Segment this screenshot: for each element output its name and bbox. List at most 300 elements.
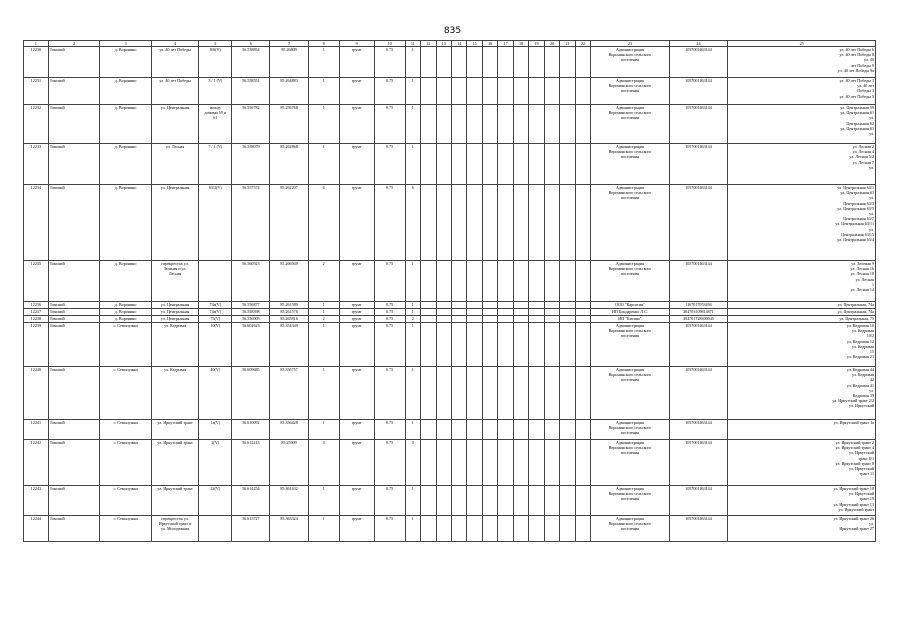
ogrn-cell: 1057001463144 (669, 261, 728, 302)
surface-cell: грунт (339, 105, 374, 144)
count-cell: 1 (405, 323, 420, 367)
bins-cell: 1 (308, 105, 339, 144)
empty-cell (451, 367, 466, 420)
empty-cell (467, 144, 482, 185)
record-id: 12231 (24, 78, 49, 105)
registry-table-body (24, 41, 876, 542)
table-row (24, 316, 876, 323)
empty-cell (467, 323, 482, 367)
empty-cell (560, 78, 575, 105)
empty-cell (513, 261, 528, 302)
record-id: 12240 (24, 367, 49, 420)
empty-cell (544, 105, 559, 144)
empty-cell (575, 323, 590, 367)
addresses-cell: ул. Центральная, 74а (728, 309, 876, 316)
district-cell: Томский (48, 105, 100, 144)
column-number: 4 (151, 41, 198, 47)
empty-cell (482, 47, 497, 78)
volume-cell: 0.75 (374, 105, 405, 144)
addresses-cell: ул. Центральная 63/1 ул. Центральная 63 ул. Центральная 63/3 ул. Центральная 63/5 ул. Центральная 63/7 ул. Центральная 63/11 ул. Центральная 63/15 ул. Центральная 63/4 (728, 185, 876, 261)
empty-cell (529, 323, 544, 367)
empty-cell (482, 486, 497, 516)
empty-cell (451, 316, 466, 323)
empty-cell (451, 486, 466, 516)
ogrn-cell: 1057001463144 (669, 486, 728, 516)
empty-cell (451, 420, 466, 440)
ogrn-cell: 1057001463144 (669, 144, 728, 185)
house-cell: 75(V) (199, 316, 232, 323)
locality-cell: д. Воронино (100, 78, 152, 105)
empty-cell (421, 420, 436, 440)
empty-cell (482, 516, 497, 542)
addresses-cell: ул. Иркутский тракт 1а (728, 420, 876, 440)
count-cell: 1 (405, 309, 420, 316)
latitude-cell: 56.558398 (232, 309, 270, 316)
volume-cell: 0.75 (374, 486, 405, 516)
addresses-cell: ул. Центральная, 75 (728, 316, 876, 323)
record-id: 12244 (24, 516, 49, 542)
column-number: 19 (529, 41, 544, 47)
ogrn-cell: 1057001463144 (669, 185, 728, 261)
empty-cell (451, 47, 466, 78)
surface-cell: грунт (339, 47, 374, 78)
longitude-cell: 85.264883 (270, 78, 308, 105)
empty-cell (560, 185, 575, 261)
house-cell: 74a(V) (199, 302, 232, 309)
owner-cell: Администрация Воронинского сельского поселения (591, 367, 669, 420)
latitude-cell: 56.609685 (232, 367, 270, 420)
empty-cell (498, 420, 513, 440)
longitude-cell: 85.356428 (270, 420, 308, 440)
column-number: 12 (421, 41, 436, 47)
latitude-cell: 56.558079 (232, 144, 270, 185)
empty-cell (498, 440, 513, 486)
empty-cell (436, 185, 451, 261)
locality-cell: д. Воронино (100, 302, 152, 309)
count-cell: 1 (405, 302, 420, 309)
empty-cell (436, 486, 451, 516)
district-cell: Томский (48, 78, 100, 105)
empty-cell (544, 440, 559, 486)
locality-cell: с. Семилужки (100, 440, 152, 486)
empty-cell (498, 486, 513, 516)
empty-cell (560, 420, 575, 440)
addresses-cell: ул. Лесная 2 ул. Лесная 4 ул. Лесная 5/2 ул. Лесная 7 ул. (728, 144, 876, 185)
locality-cell: д. Воронино (100, 316, 152, 323)
bins-cell: 2 (308, 261, 339, 302)
district-cell: Томский (48, 261, 100, 302)
house-cell: 7 / 1 (V) (199, 144, 232, 185)
bins-cell: 1 (308, 367, 339, 420)
empty-cell (421, 440, 436, 486)
table-row (24, 367, 876, 420)
locality-cell: с. Семилужки (100, 516, 152, 542)
empty-cell (421, 144, 436, 185)
latitude-cell: 56.610092 (232, 420, 270, 440)
empty-cell (467, 185, 482, 261)
ogrn-cell: 304703109814871 (669, 309, 728, 316)
bins-cell: 1 (308, 420, 339, 440)
district-cell: Томский (48, 144, 100, 185)
street-cell: ул. Лесная (151, 144, 198, 185)
street-cell: ул. Кедровая (151, 367, 198, 420)
empty-cell (513, 316, 528, 323)
empty-cell (482, 302, 497, 309)
locality-cell: д. Воронино (100, 261, 152, 302)
street-cell: перекресток ул. Зеленая и ул. Лесная (151, 261, 198, 302)
empty-cell (560, 516, 575, 542)
surface-cell: грунт (339, 516, 374, 542)
district-cell: Томский (48, 316, 100, 323)
longitude-cell: 85.262207 (270, 185, 308, 261)
empty-cell (544, 316, 559, 323)
empty-cell (544, 367, 559, 420)
district-cell: Томский (48, 420, 100, 440)
surface-cell: грунт (339, 440, 374, 486)
bins-cell: 1 (308, 78, 339, 105)
count-cell: 1 (405, 420, 420, 440)
empty-cell (421, 516, 436, 542)
empty-cell (513, 440, 528, 486)
empty-cell (513, 323, 528, 367)
volume-cell: 0.75 (374, 261, 405, 302)
empty-cell (436, 144, 451, 185)
bins-cell: 1 (308, 516, 339, 542)
empty-cell (529, 302, 544, 309)
surface-cell: грунт (339, 309, 374, 316)
empty-cell (498, 105, 513, 144)
empty-cell (498, 144, 513, 185)
volume-cell: 0.75 (374, 367, 405, 420)
latitude-cell: 56.560923 (232, 261, 270, 302)
volume-cell: 0.75 (374, 47, 405, 78)
column-number: 24 (669, 41, 728, 47)
house-cell: 8/6(V) (199, 47, 232, 78)
empty-cell (451, 105, 466, 144)
street-cell: ул. Иркутский тракт (151, 420, 198, 440)
column-number: 13 (436, 41, 451, 47)
empty-cell (575, 78, 590, 105)
surface-cell: грунт (339, 78, 374, 105)
record-id: 12241 (24, 420, 49, 440)
locality-cell: с. Семилужки (100, 486, 152, 516)
bins-cell: 6 (308, 185, 339, 261)
empty-cell (436, 261, 451, 302)
district-cell: Томский (48, 486, 100, 516)
empty-cell (498, 302, 513, 309)
volume-cell: 0.75 (374, 144, 405, 185)
table-row (24, 516, 876, 542)
column-number: 22 (575, 41, 590, 47)
record-id: 12236 (24, 302, 49, 309)
longitude-cell: 85.354349 (270, 323, 308, 367)
surface-cell: грунт (339, 261, 374, 302)
record-id: 12243 (24, 486, 49, 516)
empty-cell (560, 144, 575, 185)
empty-cell (575, 309, 590, 316)
owner-cell: Администрация Воронинского сельского поселения (591, 486, 669, 516)
empty-cell (544, 78, 559, 105)
longitude-cell: 85.261589 (270, 302, 308, 309)
owner-cell: ИП Бондаренко Л.С. (591, 309, 669, 316)
empty-cell (560, 486, 575, 516)
house-cell: 40(V) (199, 367, 232, 420)
house-cell: 22(V) (199, 486, 232, 516)
street-cell: ул. 40 лет Победы (151, 47, 198, 78)
empty-cell (421, 302, 436, 309)
street-cell: ул. 40 лет Победы (151, 78, 198, 105)
empty-cell (467, 516, 482, 542)
empty-cell (575, 420, 590, 440)
latitude-cell: 56.556877 (232, 302, 270, 309)
record-id: 12234 (24, 185, 49, 261)
empty-cell (436, 516, 451, 542)
record-id: 12237 (24, 309, 49, 316)
locality-cell: д. Воронино (100, 309, 152, 316)
locality-cell: д. Воронино (100, 47, 152, 78)
empty-cell (436, 105, 451, 144)
empty-cell (451, 323, 466, 367)
locality-cell: д. Воронино (100, 105, 152, 144)
empty-cell (451, 78, 466, 105)
bins-cell: 1 (308, 486, 339, 516)
ogrn-cell: 1057001463144 (669, 78, 728, 105)
volume-cell: 0.75 (374, 302, 405, 309)
empty-cell (529, 47, 544, 78)
latitude-cell: 56.558551 (232, 78, 270, 105)
owner-cell: Администрация Воронинского сельского поселения (591, 47, 669, 78)
count-cell: 1 (405, 144, 420, 185)
empty-cell (436, 309, 451, 316)
empty-cell (451, 302, 466, 309)
empty-cell (467, 316, 482, 323)
empty-cell (513, 420, 528, 440)
volume-cell: 0.75 (374, 316, 405, 323)
owner-cell: ИП "Кисина" (591, 316, 669, 323)
column-number: 15 (467, 41, 482, 47)
empty-cell (498, 367, 513, 420)
surface-cell: грунт (339, 144, 374, 185)
empty-cell (421, 105, 436, 144)
street-cell: ул. Центральная (151, 309, 198, 316)
column-number: 9 (339, 41, 374, 47)
bins-cell: 1 (308, 47, 339, 78)
table-row (24, 323, 876, 367)
empty-cell (421, 486, 436, 516)
ogrn-cell: 1167017053494 (669, 302, 728, 309)
bins-cell: 1 (308, 144, 339, 185)
owner-cell: Администрация Воронинского сельского поселения (591, 78, 669, 105)
longitude-cell: 85.266949 (270, 261, 308, 302)
column-number: 10 (374, 41, 405, 47)
bins-cell: 1 (308, 323, 339, 367)
ogrn-cell: 1057001463144 (669, 47, 728, 78)
table-row (24, 185, 876, 261)
volume-cell: 0.75 (374, 420, 405, 440)
empty-cell (436, 302, 451, 309)
empty-cell (436, 316, 451, 323)
record-id: 12232 (24, 105, 49, 144)
longitude-cell: 85.265816 (270, 316, 308, 323)
column-number: 16 (482, 41, 497, 47)
empty-cell (560, 47, 575, 78)
ogrn-cell: 1057001463144 (669, 323, 728, 367)
surface-cell: грунт (339, 486, 374, 516)
empty-cell (498, 516, 513, 542)
ogrn-cell: 1057001463144 (669, 105, 728, 144)
empty-cell (544, 302, 559, 309)
surface-cell: грунт (339, 367, 374, 420)
house-cell: 10(V) (199, 323, 232, 367)
empty-cell (436, 440, 451, 486)
ogrn-cell: 1057001463144 (669, 440, 728, 486)
empty-cell (467, 261, 482, 302)
empty-cell (544, 185, 559, 261)
empty-cell (451, 440, 466, 486)
record-id: 12238 (24, 316, 49, 323)
addresses-cell: ул. Иркутский тракт 2 ул. Иркутский тракт 4 ул. Иркутский тракт 8/1 ул. Иркутский тракт 8 ул. Иркутский тракт 11 (728, 440, 876, 486)
latitude-cell: 56.615727 (232, 516, 270, 542)
empty-cell (451, 144, 466, 185)
empty-cell (513, 302, 528, 309)
latitude-cell: 56.614254 (232, 486, 270, 516)
empty-cell (529, 420, 544, 440)
house-cell: 1a(V) (199, 420, 232, 440)
empty-cell (482, 78, 497, 105)
locality-cell: с. Семилужки (100, 323, 152, 367)
owner-cell: ООО "Карсотин" (591, 302, 669, 309)
empty-cell (544, 261, 559, 302)
surface-cell: грунт (339, 185, 374, 261)
district-cell: Томский (48, 47, 100, 78)
house-cell: 74a(V) (199, 309, 232, 316)
district-cell: Томский (48, 185, 100, 261)
street-cell: ул. Центральная (151, 105, 198, 144)
longitude-cell: 85.261576 (270, 309, 308, 316)
table-row (24, 47, 876, 78)
page-number: 835 (443, 26, 462, 36)
empty-cell (575, 261, 590, 302)
empty-cell (451, 516, 466, 542)
empty-cell (467, 47, 482, 78)
empty-cell (529, 440, 544, 486)
owner-cell: Администрация Воронинского сельского поселения (591, 440, 669, 486)
latitude-cell: 56.557574 (232, 185, 270, 261)
empty-cell (575, 302, 590, 309)
empty-cell (436, 367, 451, 420)
empty-cell (513, 516, 528, 542)
record-id: 12235 (24, 261, 49, 302)
column-number: 2 (48, 41, 100, 47)
volume-cell: 0.75 (374, 440, 405, 486)
empty-cell (482, 185, 497, 261)
empty-cell (467, 420, 482, 440)
empty-cell (421, 323, 436, 367)
addresses-cell: ул. 40 лет Победы 6 ул. 40 лет Победы 8 ул. 40 лет Победы 9 ул. 40 лет Победы 9а (728, 47, 876, 78)
empty-cell (544, 486, 559, 516)
ogrn-cell: 1057001463144 (669, 516, 728, 542)
ogrn-cell: 1057001463144 (669, 420, 728, 440)
column-number: 6 (232, 41, 270, 47)
empty-cell (482, 323, 497, 367)
count-cell: 1 (405, 486, 420, 516)
empty-cell (560, 309, 575, 316)
empty-cell (544, 420, 559, 440)
empty-cell (482, 105, 497, 144)
empty-cell (560, 323, 575, 367)
locality-cell: с. Семилужки (100, 420, 152, 440)
house-cell (199, 261, 232, 302)
column-number: 1 (24, 41, 49, 47)
empty-cell (513, 47, 528, 78)
empty-cell (482, 309, 497, 316)
empty-cell (467, 367, 482, 420)
count-cell: 6 (405, 185, 420, 261)
empty-cell (544, 323, 559, 367)
empty-cell (513, 185, 528, 261)
column-number: 7 (270, 41, 308, 47)
district-cell: Томский (48, 323, 100, 367)
district-cell: Томский (48, 516, 100, 542)
volume-cell: 0.75 (374, 78, 405, 105)
empty-cell (421, 47, 436, 78)
empty-cell (575, 486, 590, 516)
owner-cell: Администрация Воронинского сельского поселения (591, 105, 669, 144)
street-cell: ул. Иркутский тракт (151, 440, 198, 486)
owner-cell: Администрация Воронинского сельского поселения (591, 261, 669, 302)
empty-cell (498, 47, 513, 78)
count-cell: 1 (405, 367, 420, 420)
record-id: 12233 (24, 144, 49, 185)
empty-cell (560, 302, 575, 309)
volume-cell: 0.75 (374, 185, 405, 261)
empty-cell (482, 261, 497, 302)
street-cell: ул. Центральная (151, 185, 198, 261)
empty-cell (467, 78, 482, 105)
addresses-cell: ул. Иркутский тракт 26 ул. Иркутский тракт 27 (728, 516, 876, 542)
district-cell: Томский (48, 309, 100, 316)
empty-cell (467, 309, 482, 316)
surface-cell: грунт (339, 323, 374, 367)
count-cell: 2 (405, 316, 420, 323)
longitude-cell: 85.356757 (270, 367, 308, 420)
empty-cell (482, 144, 497, 185)
empty-cell (421, 309, 436, 316)
house-cell: 3 / 1 (V) (199, 78, 232, 105)
volume-cell: 0.75 (374, 516, 405, 542)
house-cell: 2(V) (199, 440, 232, 486)
owner-cell: Администрация Воронинского сельского поселения (591, 185, 669, 261)
column-number: 21 (560, 41, 575, 47)
longitude-cell: 85.26809 (270, 47, 308, 78)
column-number: 23 (591, 41, 669, 47)
empty-cell (513, 78, 528, 105)
empty-cell (529, 367, 544, 420)
empty-cell (482, 367, 497, 420)
empty-cell (451, 261, 466, 302)
column-number: 20 (544, 41, 559, 47)
empty-cell (421, 367, 436, 420)
empty-cell (467, 105, 482, 144)
table-row (24, 78, 876, 105)
empty-cell (467, 302, 482, 309)
owner-cell: Администрация Воронинского сельского поселения (591, 144, 669, 185)
count-cell: 1 (405, 47, 420, 78)
column-number: 18 (513, 41, 528, 47)
empty-cell (575, 105, 590, 144)
latitude-cell: 56.556782 (232, 105, 270, 144)
table-row (24, 105, 876, 144)
